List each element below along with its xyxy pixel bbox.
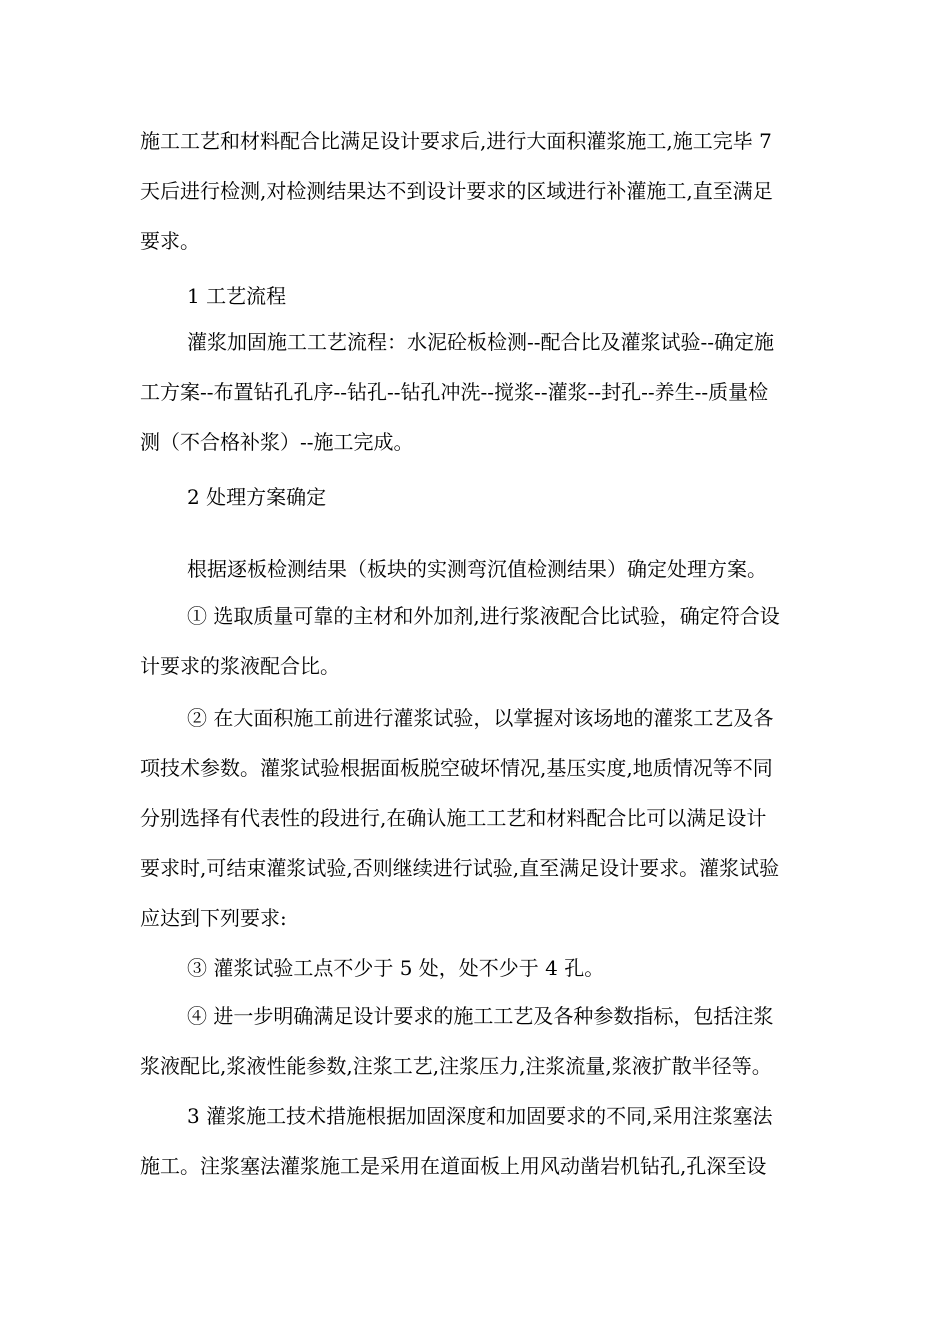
section-heading: 1 工艺流程 — [187, 284, 287, 308]
text-line: 浆液配比,浆液性能参数,注浆工艺,注浆压力,注浆流量,浆液扩散半径等。 — [140, 1054, 772, 1078]
text-line: 施工工艺和材料配合比满足设计要求后,进行大面积灌浆施工,施工完毕 7 — [140, 129, 772, 153]
text-line: 要求。 — [140, 229, 200, 253]
text-line: 要求时,可结束灌浆试验,否则继续进行试验,直至满足设计要求。灌浆试验 — [140, 856, 780, 880]
list-item: ② 在大面积施工前进行灌浆试验，以掌握对该场地的灌浆工艺及各 — [187, 706, 774, 730]
text-line: 天后进行检测,对检测结果达不到设计要求的区域进行补灌施工,直至满足 — [140, 179, 773, 203]
text-line: 根据逐板检测结果（板块的实测弯沉值检测结果）确定处理方案。 — [187, 557, 767, 581]
text-line: 测（不合格补浆）--施工完成。 — [140, 430, 414, 454]
text-line: 项技术参数。灌浆试验根据面板脱空破坏情况,基压实度,地质情况等不同 — [140, 756, 773, 780]
list-item: ① 选取质量可靠的主材和外加剂,进行浆液配合比试验，确定符合设 — [187, 604, 780, 628]
list-item: ④ 进一步明确满足设计要求的施工工艺及各种参数指标，包括注浆 — [187, 1004, 774, 1028]
list-item: ③ 灌浆试验工点不少于 5 处，处不少于 4 孔。 — [187, 956, 605, 980]
text-line: 3 灌浆施工技术措施根据加固深度和加固要求的不同,采用注浆塞法 — [187, 1104, 773, 1128]
text-line: 计要求的浆液配合比。 — [140, 654, 340, 678]
text-line: 施工。注浆塞法灌浆施工是采用在道面板上用风动凿岩机钻孔,孔深至设 — [140, 1154, 767, 1178]
text-line: 灌浆加固施工工艺流程：水泥砼板检测--配合比及灌浆试验--确定施 — [187, 330, 775, 354]
section-heading: 2 处理方案确定 — [187, 485, 327, 509]
text-line: 应达到下列要求: — [140, 906, 287, 930]
text-line: 工方案--布置钻孔孔序--钻孔--钻孔冲洗--搅浆--灌浆--封孔--养生--质量检 — [140, 380, 769, 404]
text-line: 分别选择有代表性的段进行,在确认施工工艺和材料配合比可以满足设计 — [140, 806, 767, 830]
